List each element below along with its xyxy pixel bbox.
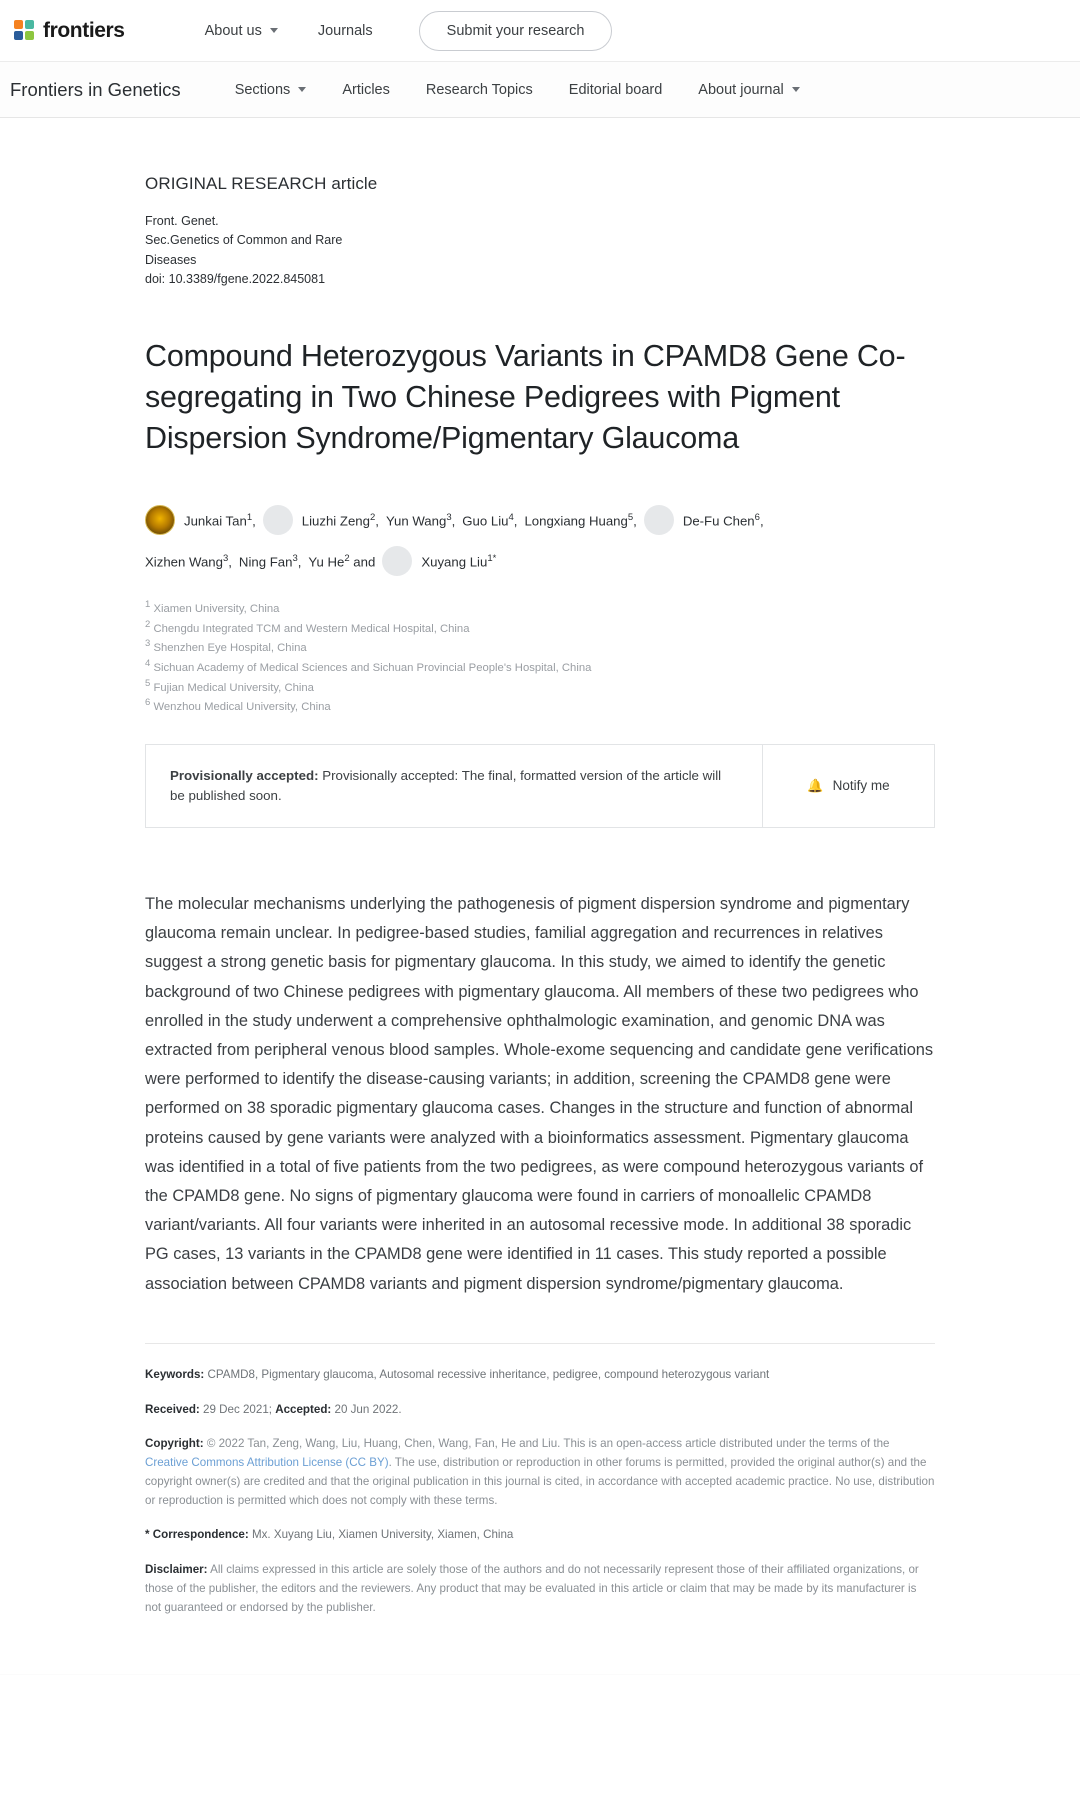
affil-number: 5 — [145, 677, 151, 689]
primary-nav — [185, 11, 613, 51]
received-value: 29 Dec 2021; — [203, 1402, 272, 1416]
avatar[interactable] — [644, 505, 674, 535]
journal-nav-research-topics[interactable] — [408, 82, 551, 98]
site-header — [0, 0, 1080, 62]
affil-number: 3 — [145, 638, 151, 650]
author-name: Xizhen Wang — [145, 554, 223, 570]
list-item[interactable] — [386, 499, 455, 540]
author-separator: , — [759, 513, 764, 529]
correspondence-label: * Correspondence: — [145, 1528, 249, 1542]
affil-text: Wenzhou Medical University, China — [153, 701, 331, 714]
abstract-text: The molecular mechanisms underlying the pathogenesis of pigment dispersion syndrome and pigmentary glaucoma remain unclear. In pedigree-based studies, familial aggregation and recurrences in relatives suggest a strong genetic basis for pigmentary glaucoma. In this study, we aimed to identify the genetic background of two Chinese pedigrees with pigmentary glaucoma. All members of these two pedigrees who enrolled in the study underwent a comprehensive ophthalmologic examination, and genomic DNA was extracted from peripheral venous blood samples. Whole-exome sequencing and candidate gene verifications were performed to identify the disease-causing variants; in addition, screening the CPAMD8 gene were performed on 38 sporadic pigmentary glaucoma cases. Changes in the structure and function of abnormal proteins caused by gene variants were analyzed with a bioinformatics assessment. Pigmentary glaucoma was identified in a total of five patients from the two pedigrees, as were compound heterozygous variants of the CPAMD8 gene. No signs of pigmentary glaucoma were found in carriers of monoallelic CPAMD8 variant/variants. All four variants were inherited in an autosomal recessive mode. In additional 38 sporadic PG cases, 13 variants in the CPAMD8 gene were identified in 11 cases. This study reported a possible association between CPAMD8 variants and pigment dispersion syndrome/pigmentary glaucoma. — [145, 894, 934, 1293]
list-item — [145, 598, 935, 618]
journal-nav-bar — [0, 62, 1080, 118]
accepted-label: Accepted: — [275, 1402, 332, 1416]
copyright-label: Copyright: — [145, 1437, 204, 1451]
keywords-value: CPAMD8, Pigmentary glaucoma, Autosomal recessive inheritance, pedigree, compound heterozygous variant — [207, 1367, 770, 1381]
author-name: Xuyang Liu — [421, 554, 488, 570]
list-item[interactable] — [302, 499, 379, 540]
submit-research-button[interactable]: Submit your research — [419, 11, 613, 51]
author-separator: , — [375, 513, 379, 529]
journal-nav — [217, 82, 818, 98]
article-container — [0, 118, 1080, 1674]
keywords-row — [145, 1366, 935, 1385]
journal-abbrev: Front. Genet. — [145, 214, 219, 228]
nav-item-journals[interactable] — [298, 23, 393, 39]
author-affil-marker: 2 — [344, 553, 350, 565]
journal-nav-articles[interactable] — [324, 82, 408, 98]
avatar[interactable] — [263, 505, 293, 535]
author-affil-marker: 6 — [754, 512, 760, 524]
status-notice-message: Provisionally accepted: The final, formatted version of the article will be published soon. — [170, 768, 722, 803]
journal-title[interactable]: Frontiers in Genetics — [10, 78, 181, 100]
section-line-2: Diseases — [145, 252, 197, 267]
list-item[interactable] — [462, 499, 517, 540]
copyright-text-1: © 2022 Tan, Zeng, Wang, Liu, Huang, Chen, Wang, Fan, He and Liu. This is an open-access article distributed under the terms of the — [206, 1437, 890, 1451]
list-item — [145, 618, 935, 638]
frontiers-logo[interactable] — [14, 19, 125, 43]
list-item[interactable] — [683, 499, 764, 540]
disclaimer-value: All claims expressed in this article are solely those of the authors and do not necessarily represent those of their affiliated organizations, or those of the publisher, the editors and the reviewers. Any product that may be evaluated in this article or claim that may be made by its manufacturer is not guaranteed or endorsed by the publisher. — [145, 1563, 919, 1614]
accepted-value: 20 Jun 2022. — [334, 1402, 402, 1416]
author-separator: , — [451, 513, 456, 529]
list-item[interactable] — [421, 540, 496, 581]
list-item — [145, 657, 935, 677]
chevron-down-icon — [298, 87, 306, 92]
author-name: Ning Fan — [238, 554, 293, 570]
author-affil-marker: 5 — [627, 512, 634, 524]
article-type-label: ORIGINAL RESEARCH article — [145, 174, 378, 193]
affil-number: 2 — [145, 618, 151, 630]
chevron-down-icon — [792, 87, 800, 92]
nav-item-label: Journals — [317, 22, 373, 39]
journal-nav-label: Research Topics — [425, 81, 533, 98]
author-separator: , — [633, 513, 637, 529]
received-label: Received: — [145, 1402, 200, 1416]
author-separator: , — [513, 513, 518, 529]
affil-number: 1 — [145, 598, 151, 610]
author-separator: and — [349, 554, 376, 570]
journal-nav-sections[interactable] — [217, 82, 325, 98]
journal-nav-label: Editorial board — [568, 81, 663, 98]
author-list — [145, 499, 935, 582]
avatar[interactable] — [382, 546, 412, 576]
list-item[interactable] — [145, 540, 232, 581]
author-separator: , — [228, 554, 232, 570]
page-background — [0, 118, 1080, 1675]
journal-nav-about-journal[interactable] — [680, 82, 817, 98]
author-affil-marker: 1 — [246, 512, 253, 524]
author-affil-marker: 4 — [508, 512, 514, 524]
author-affil-marker: 2 — [369, 512, 376, 524]
status-notice — [145, 744, 935, 828]
affil-text: Xiamen University, China — [153, 602, 280, 615]
affil-number: 6 — [145, 697, 151, 709]
section-line-1: Sec.Genetics of Common and Rare — [145, 233, 343, 248]
keywords-label: Keywords: — [145, 1367, 205, 1381]
status-badge: Provisionally accepted: — [170, 768, 319, 784]
disclaimer-row — [145, 1561, 935, 1617]
author-name: Yun Wang — [385, 513, 447, 529]
doi-line: doi: 10.3389/fgene.2022.845081 — [145, 272, 326, 287]
bell-icon: 🔔 — [807, 777, 824, 793]
status-notice-text — [146, 745, 762, 827]
author-affil-marker: 3 — [446, 512, 452, 524]
journal-nav-label: Sections — [234, 81, 291, 98]
author-row-2 — [145, 540, 935, 581]
author-name: Guo Liu — [462, 513, 509, 529]
author-name: Longxiang Huang — [524, 513, 628, 529]
list-item[interactable] — [184, 499, 256, 540]
dates-row — [145, 1401, 935, 1420]
journal-nav-editorial-board[interactable] — [551, 82, 681, 98]
author-affil-marker: 1* — [487, 553, 497, 565]
correspondence-value: Mx. Xuyang Liu, Xiamen University, Xiamen, China — [251, 1528, 514, 1542]
author-separator: , — [252, 513, 256, 529]
author-row-1 — [145, 499, 935, 540]
affiliation-list — [145, 598, 935, 716]
author-name: Junkai Tan — [184, 513, 247, 529]
nav-item-label: About us — [204, 22, 262, 39]
list-item[interactable] — [308, 540, 375, 581]
affil-text: Shenzhen Eye Hospital, China — [153, 641, 307, 654]
brand-name: frontiers — [43, 18, 125, 42]
affil-number: 4 — [145, 657, 151, 669]
affil-text: Sichuan Academy of Medical Sciences and Sichuan Provincial People's Hospital, China — [153, 661, 592, 674]
page-title: Compound Heterozygous Variants in CPAMD8 Gene Co-segregating in Two Chinese Pedigrees with Pigment Dispersion Syndrome/Pigmentary Glaucoma — [145, 338, 906, 455]
list-item[interactable] — [239, 540, 301, 581]
divider — [145, 1343, 935, 1344]
disclaimer-label: Disclaimer: — [145, 1563, 208, 1577]
cc-by-license-link[interactable]: Creative Commons Attribution License (CC BY) — [145, 1456, 389, 1470]
author-name: Liuzhi Zeng — [301, 513, 370, 529]
copyright-text-2: . The use, distribution or reproduction in other forums is permitted, provided the original author(s) and the copyright owner(s) are credited and that the original publication in this journal is cited, in accordance with accepted academic practice. No use, distribution or reproduction is permitted which does not comply with these terms. — [145, 1456, 935, 1507]
author-affil-marker: 3 — [222, 553, 229, 565]
author-name: De-Fu Chen — [682, 513, 755, 529]
correspondence-row — [145, 1526, 935, 1545]
author-separator: , — [297, 554, 302, 570]
frontiers-logo-icon — [14, 20, 36, 42]
journal-nav-label: Articles — [342, 81, 390, 98]
notify-me-label: Notify me — [832, 778, 890, 794]
affil-text: Fujian Medical University, China — [153, 681, 314, 694]
article-meta — [145, 212, 935, 290]
copyright-row — [145, 1435, 935, 1510]
nav-item-about-us[interactable] — [185, 23, 298, 39]
author-name: Yu He — [308, 554, 345, 570]
journal-nav-label: About journal — [698, 81, 784, 98]
list-item — [145, 637, 935, 657]
list-item[interactable] — [524, 499, 636, 540]
avatar[interactable] — [145, 505, 175, 535]
list-item — [145, 696, 935, 716]
affil-text: Chengdu Integrated TCM and Western Medical Hospital, China — [153, 622, 470, 635]
author-affil-marker: 3 — [292, 553, 298, 565]
chevron-down-icon — [270, 28, 278, 33]
list-item — [145, 677, 935, 697]
notify-me-button[interactable] — [762, 745, 934, 827]
